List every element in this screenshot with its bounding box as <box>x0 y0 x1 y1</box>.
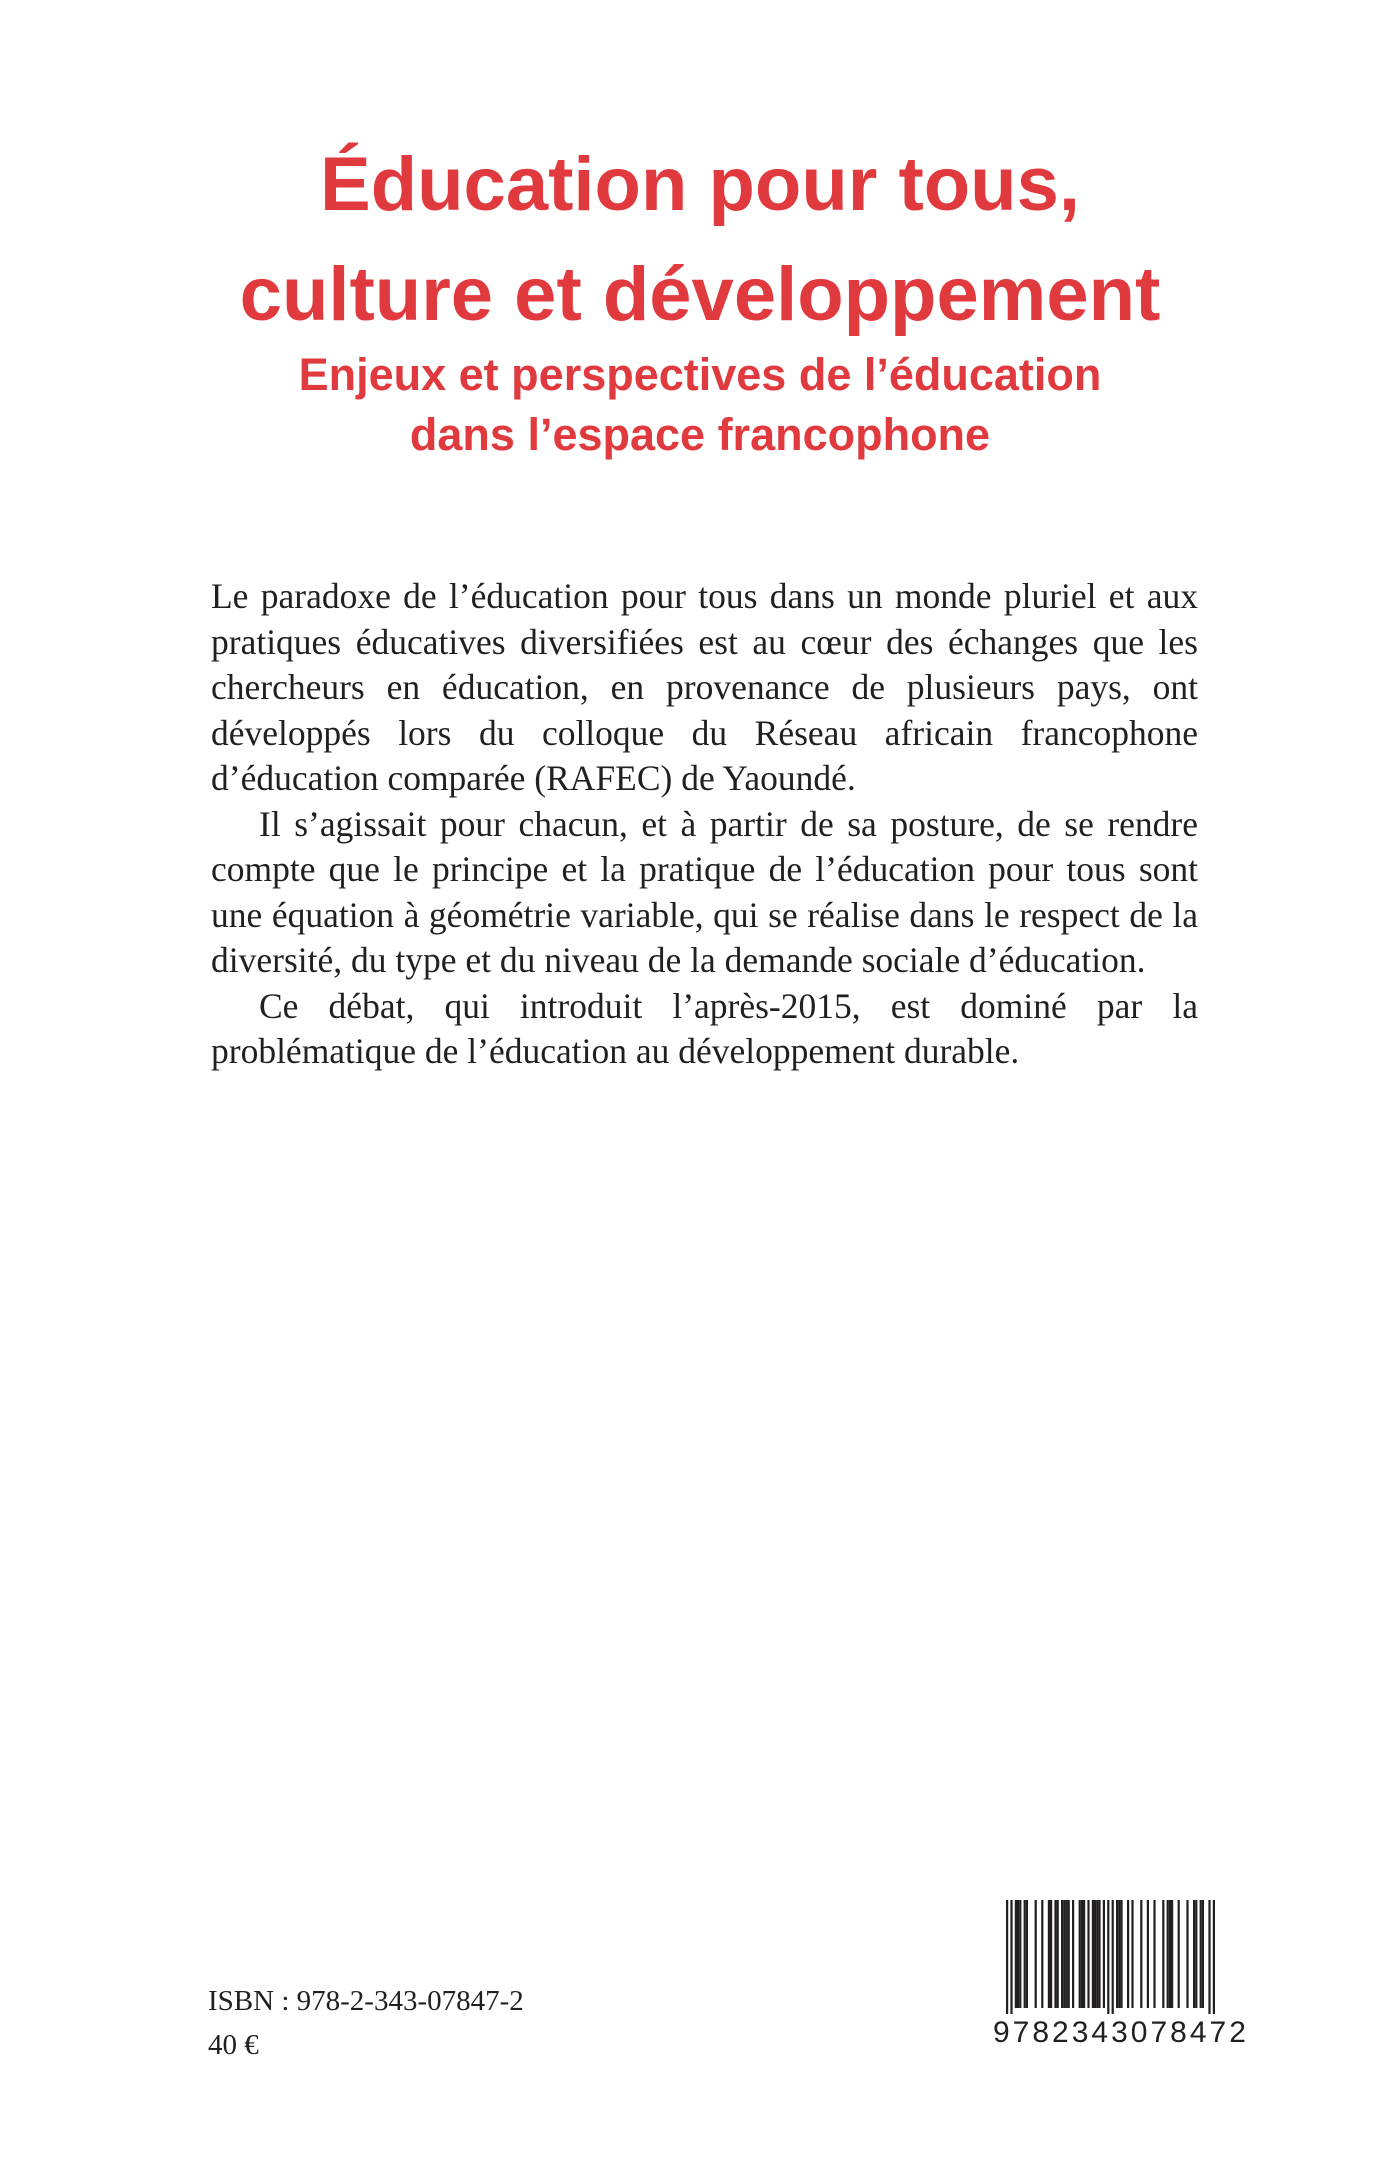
barcode-bar <box>1171 1900 1173 2008</box>
barcode-bar <box>1026 1900 1028 2008</box>
barcode-bar <box>1072 1900 1074 2008</box>
barcode-bar <box>1202 1900 1204 2008</box>
barcode-bar <box>1061 1900 1063 2008</box>
barcode-bar <box>1131 1900 1133 2008</box>
barcode-bar <box>1153 1900 1155 2008</box>
barcode-bar <box>1006 1900 1008 2014</box>
barcode-bar <box>1035 1900 1037 2008</box>
barcode-bar <box>1120 1900 1122 2008</box>
book-subtitle-line-1: Enjeux et perspectives de l’éducation <box>298 349 1102 400</box>
barcode-bar <box>1010 1900 1012 2014</box>
barcode-bar <box>1017 1900 1019 2008</box>
barcode-bar <box>1087 1900 1089 2008</box>
barcode-bar <box>1208 1900 1210 2014</box>
barcode-bar <box>1103 1900 1105 2008</box>
barcode-bar <box>1116 1900 1118 2008</box>
barcode <box>993 1900 1249 2060</box>
barcode-bar <box>1195 1900 1197 2008</box>
barcode-bar <box>1186 1900 1188 2008</box>
book-subtitle-line-2: dans l’espace francophone <box>409 409 991 460</box>
barcode-bar <box>1162 1900 1164 2008</box>
book-subtitle <box>0 345 1400 465</box>
barcode-bar <box>1140 1900 1142 2008</box>
barcode-bar <box>1054 1900 1056 2008</box>
barcode-bar <box>1167 1900 1169 2008</box>
barcode-bar <box>1094 1900 1096 2008</box>
barcode-bar <box>1193 1900 1195 2008</box>
isbn-label: ISBN : 978-2-343-07847-2 <box>208 1985 524 2017</box>
barcode-bar <box>1063 1900 1065 2008</box>
barcode-bar <box>1127 1900 1129 2008</box>
summary-paragraph-1: Le paradoxe de l’éducation pour tous dans un monde pluriel et aux pratiques éducatives diversifiées est au cœur des échanges que les chercheurs en éducation, en provenance de plusieurs pays, ont développés lors du colloque du Réseau africain francophone d’éducation comparée (RAFEC) de Yaoundé. <box>211 576 1198 798</box>
barcode-bar <box>1169 1900 1171 2008</box>
summary-paragraph-2: Il s’agissait pour chacun, et à partir de sa posture, de se rendre compte que le principe et la pratique de l’éducation pour tous sont une équation à géométrie variable, qui se réalise dans le respect de la diversité, du type et du niveau de la demande sociale d’éducation. <box>211 803 1198 980</box>
book-title-line-2: culture et développement <box>239 252 1161 337</box>
barcode-digits: 9782343078472 <box>993 2016 1249 2049</box>
barcode-bar <box>1200 1900 1202 2008</box>
barcode-bar <box>1147 1900 1149 2008</box>
barcode-bar <box>1065 1900 1067 2008</box>
barcode-bar <box>1041 1900 1043 2008</box>
barcode-bar <box>1118 1900 1120 2008</box>
barcode-bar <box>1178 1900 1180 2008</box>
barcode-bar <box>1079 1900 1081 2008</box>
book-title-line-1: Éducation pour tous, <box>320 142 1080 227</box>
barcode-bar <box>1081 1900 1083 2008</box>
book-title <box>0 130 1400 350</box>
barcode-bar <box>1068 1900 1070 2008</box>
barcode-bar <box>1098 1900 1100 2008</box>
barcode-bar <box>1048 1900 1050 2008</box>
barcode-bar <box>1024 1900 1026 2008</box>
barcode-bar <box>1050 1900 1052 2008</box>
barcode-icon <box>993 1900 1228 2014</box>
price-label: 40 € <box>208 2029 259 2061</box>
summary-paragraph-3: Ce débat, qui introduit l’après-2015, est dominé par la problématique de l’éducation au développement durable. <box>211 985 1198 1071</box>
barcode-bar <box>1057 1900 1059 2008</box>
barcode-bar <box>1019 1900 1021 2008</box>
barcode-bar <box>1083 1900 1085 2008</box>
barcode-bar <box>1092 1900 1094 2008</box>
barcode-bar <box>1107 1900 1109 2014</box>
barcode-bar <box>1015 1900 1017 2008</box>
back-cover-summary <box>211 574 1198 1075</box>
barcode-bar <box>1112 1900 1114 2014</box>
barcode-bar <box>1213 1900 1215 2014</box>
barcode-bar <box>1096 1900 1098 2008</box>
